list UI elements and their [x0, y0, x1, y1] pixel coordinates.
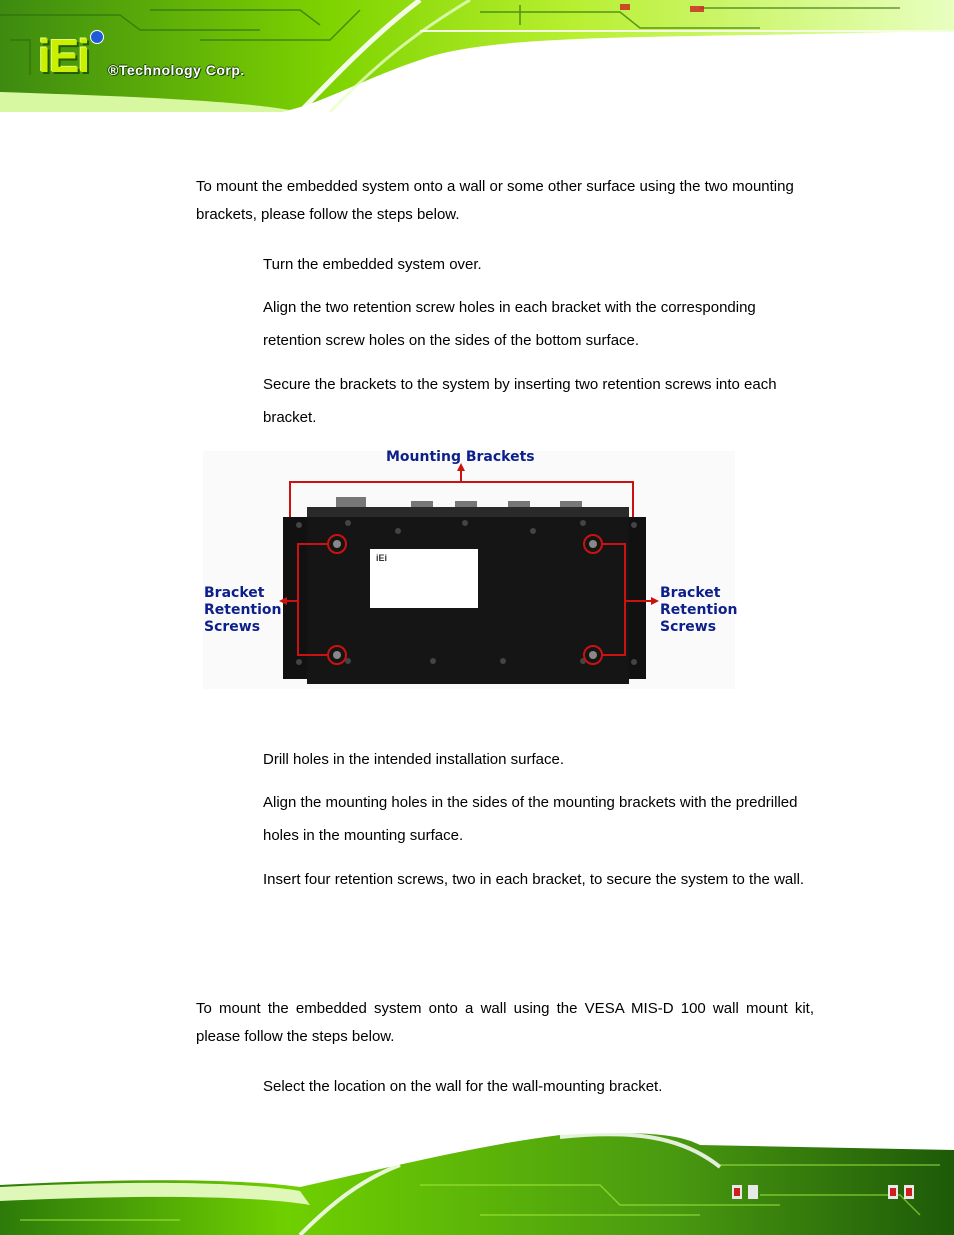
callout-left-retention-screws: [204, 585, 282, 636]
intro-paragraph-brackets: To mount the embedded system onto a wall or some other surface using the two mounting brackets, please follow the steps below.: [196, 178, 794, 223]
callout-left-line-3: Screws: [204, 619, 261, 635]
circuit-board-footer-graphic: [0, 1125, 954, 1235]
step-drill-holes: Drill holes in the intended installation surface.: [263, 751, 565, 768]
step-insert-screws: Insert four retention screws, two in each bracket, to secure the system to the wall.: [263, 871, 805, 888]
mounting-brackets-figure: [203, 449, 738, 689]
logo-text: ®Technology Corp.: [108, 62, 245, 78]
callout-right-line-3: Screws: [660, 619, 717, 635]
step-select-location: Select the location on the wall for the wall-mounting bracket.: [263, 1078, 663, 1095]
logo-mark: iEi: [38, 30, 89, 82]
circuit-board-header-graphic: [0, 0, 954, 112]
label-logo: iEi: [376, 553, 388, 563]
page-header-banner: [0, 0, 954, 112]
step-secure-brackets: Secure the brackets to the system by inserting two retention screws into each bracket.: [263, 376, 777, 426]
step-turn-over: Turn the embedded system over.: [263, 256, 482, 273]
callout-left-line-2: Retention: [204, 602, 282, 618]
step-align-screw-holes: Align the two retention screw holes in each bracket with the corresponding retention screw holes on the sides of the bottom surface.: [263, 299, 756, 349]
callout-left-line-1: Bracket: [204, 585, 265, 601]
intro-paragraph-vesa: To mount the embedded system onto a wall using the VESA MIS-D 100 wall mount kit, please follow the steps below.: [196, 1000, 814, 1045]
callout-right-line-1: Bracket: [660, 585, 721, 601]
callout-right-line-2: Retention: [660, 602, 738, 618]
page-footer-banner: [0, 1125, 954, 1235]
step-align-mounting-holes: Align the mounting holes in the sides of the mounting brackets with the predrilled holes in the mounting surface.: [263, 794, 798, 844]
product-label-sticker: [370, 549, 478, 608]
figure-label-mounting-brackets: Mounting Brackets: [386, 449, 535, 465]
callout-right-retention-screws: [660, 585, 738, 636]
logo-dot-icon: [90, 30, 104, 44]
